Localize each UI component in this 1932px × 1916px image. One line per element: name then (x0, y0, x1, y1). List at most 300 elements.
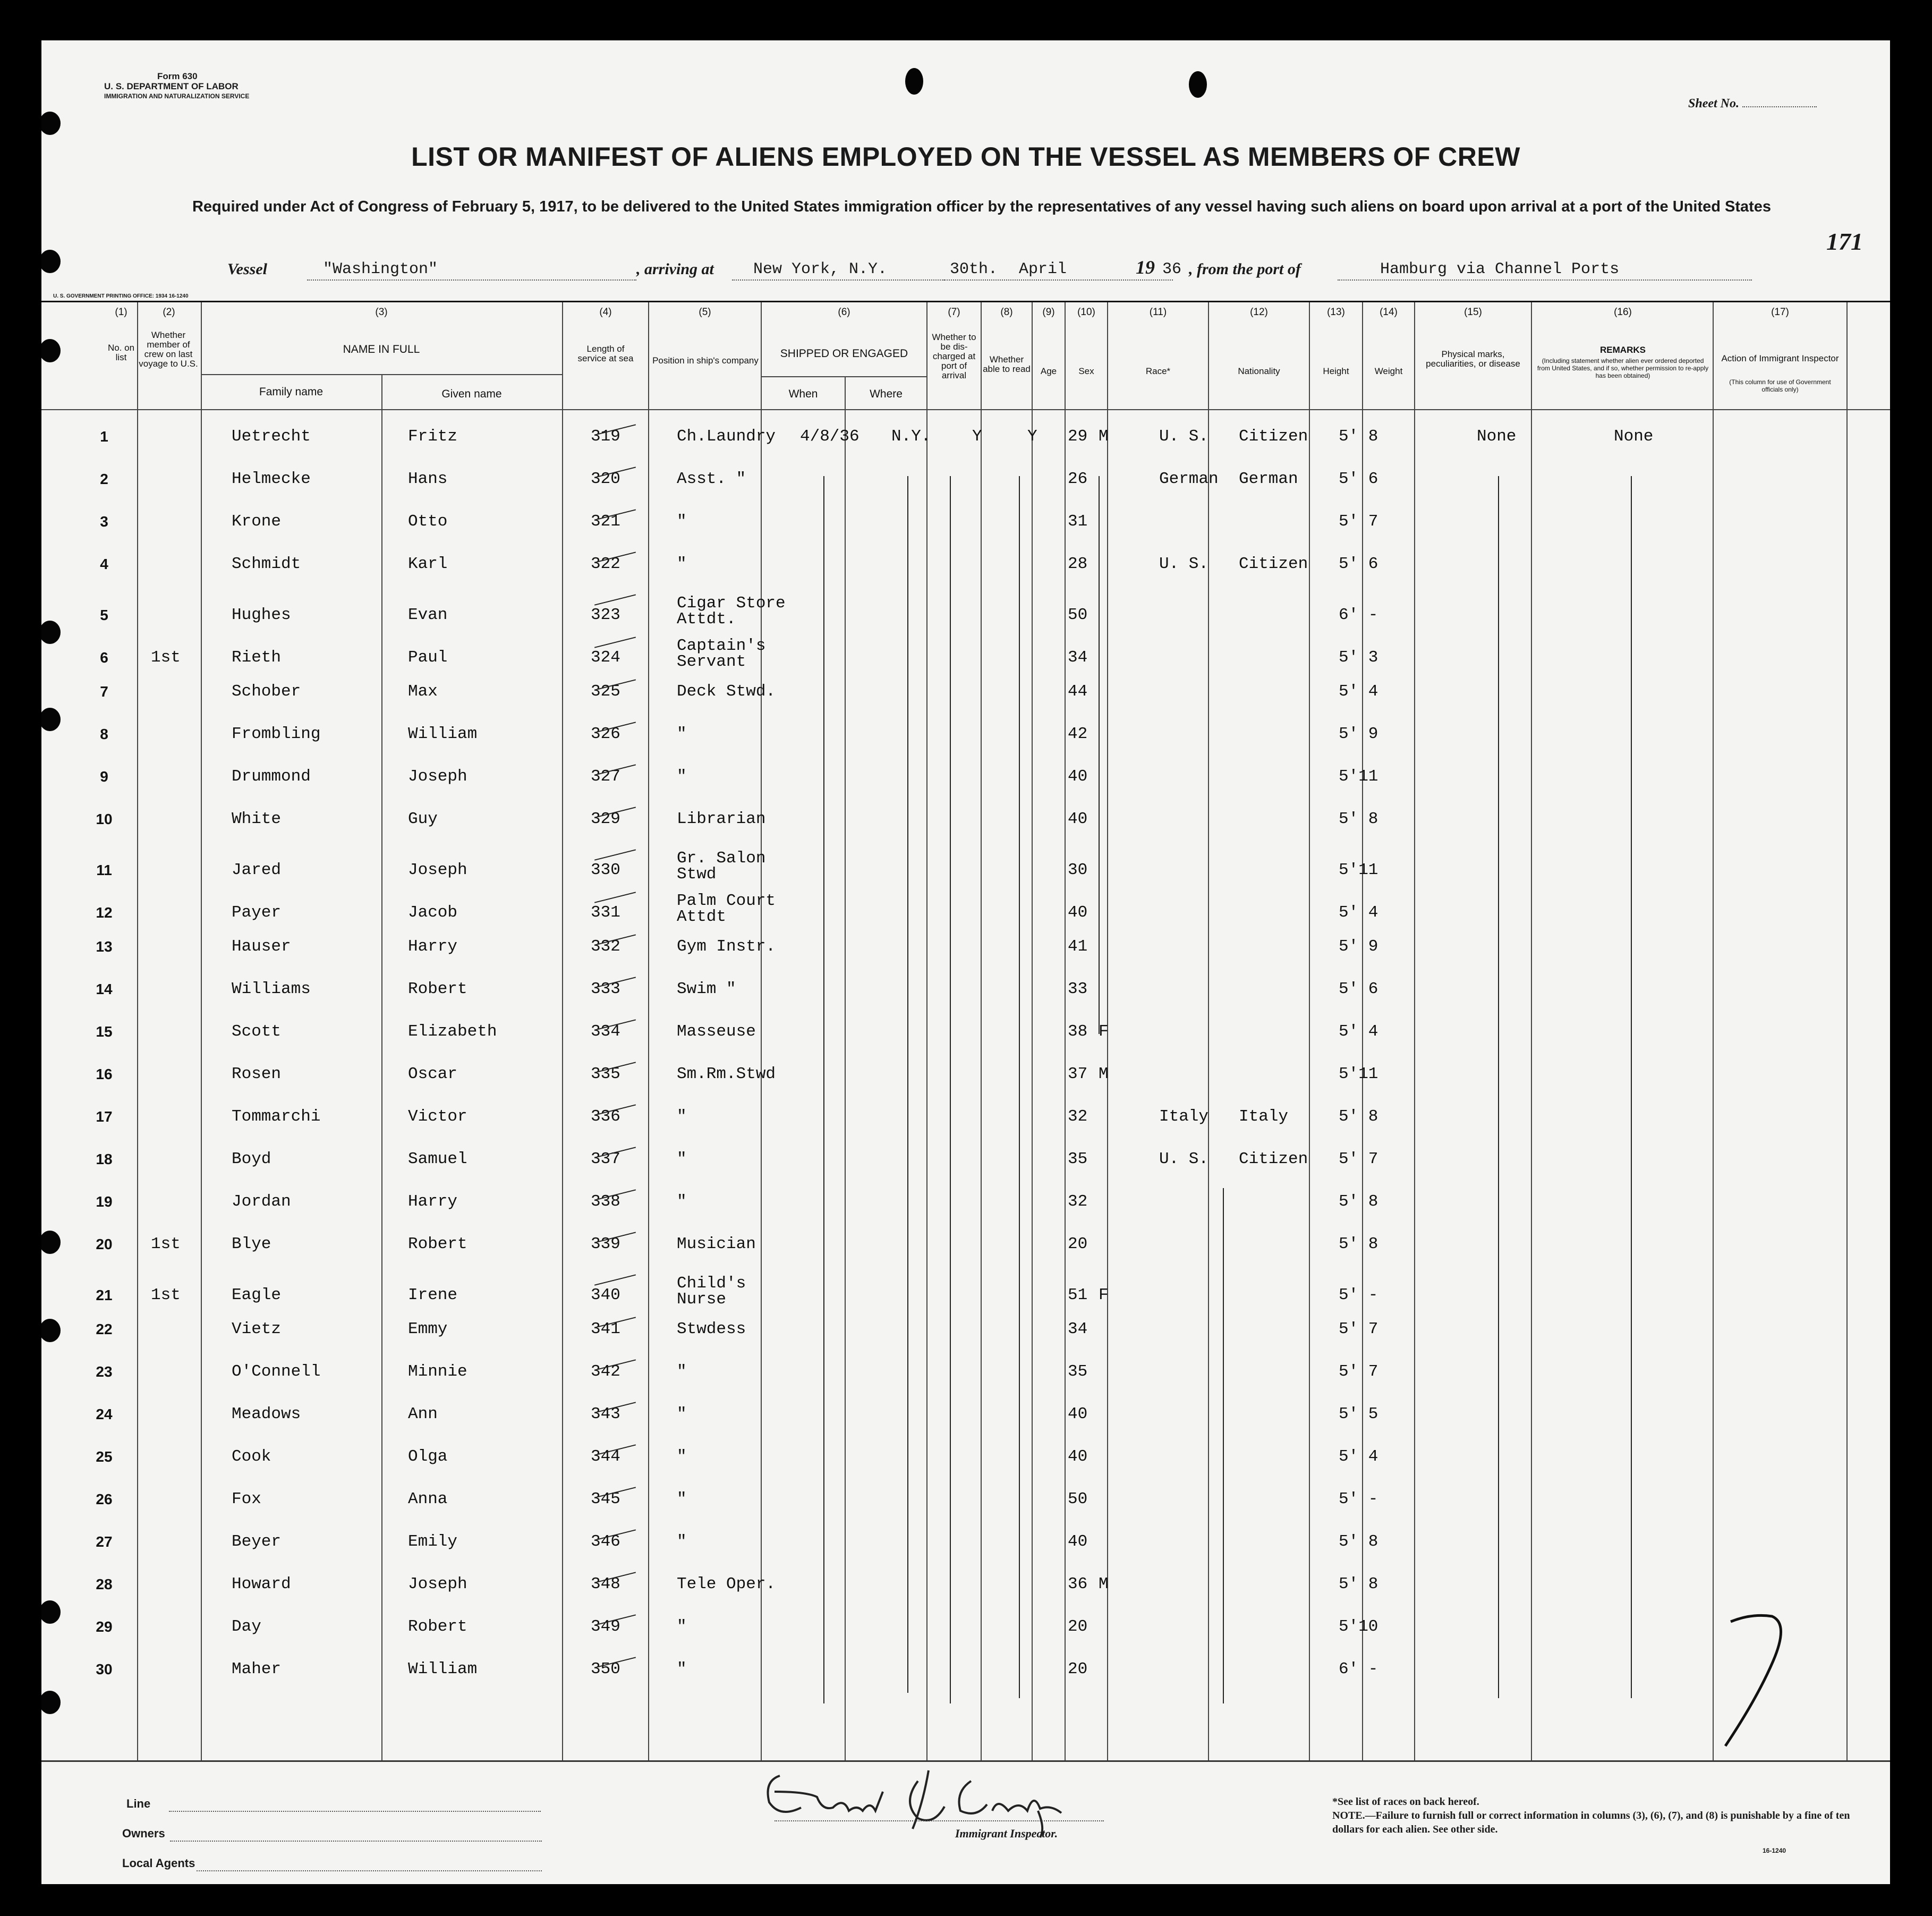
row-number: 10 (96, 811, 113, 827)
col-3-number: (3) (375, 307, 388, 318)
col-16-header: REMARKS (1600, 345, 1646, 355)
height: 5'11 (1339, 1065, 1378, 1083)
col-15-number: (15) (1464, 307, 1482, 318)
vessel-name: "Washington" (323, 260, 438, 278)
column-rule (926, 302, 927, 1760)
penalty-note: NOTE.—Failure to furnish full or correct information in columns (3), (6), (7), and (8) is punishable by a fine of ten dollars for each alien. See other side. (1332, 1810, 1850, 1835)
column-rule (1414, 302, 1415, 1760)
given-name: Emmy (408, 1320, 448, 1338)
race: German (1159, 470, 1219, 488)
row-number: 9 (100, 768, 108, 785)
tick-mark (594, 594, 636, 605)
col-6-number: (6) (838, 307, 850, 318)
length-of-service: 345 (591, 1490, 620, 1508)
col-10-number: (10) (1077, 307, 1095, 318)
punch-hole (41, 339, 61, 362)
position: Deck Stwd. (677, 682, 776, 701)
family-name: Schober (232, 682, 301, 701)
age: 30 (1068, 861, 1088, 879)
position: Cigar Store (677, 594, 786, 613)
length-of-service: 341 (591, 1320, 620, 1338)
given-name: Elizabeth (408, 1022, 497, 1041)
height: 5' - (1339, 1286, 1378, 1304)
column-rule (1713, 302, 1714, 1760)
column-rule (845, 377, 846, 1760)
row-number: 8 (100, 726, 108, 742)
given-name: Emily (408, 1532, 458, 1551)
col-8-number: (8) (1000, 307, 1013, 318)
col-3-header: NAME IN FULL (343, 343, 420, 355)
family-name: Boyd (232, 1150, 271, 1168)
length-of-service: 338 (591, 1192, 620, 1211)
able-to-read: Y (1027, 427, 1037, 446)
sex: F (1099, 1286, 1109, 1304)
tick-mark (594, 892, 636, 903)
sex: M (1099, 1065, 1109, 1083)
punch-hole (41, 708, 61, 731)
family-name: Drummond (232, 767, 311, 786)
age: 31 (1068, 512, 1088, 531)
height: 5'11 (1339, 861, 1378, 879)
age: 34 (1068, 648, 1088, 667)
row-number: 23 (96, 1363, 113, 1380)
family-name: Blye (232, 1235, 271, 1253)
length-of-service: 333 (591, 980, 620, 998)
sex: F (1099, 1022, 1109, 1041)
col-2-header: Whether member of crew on last voyage to U.S. (139, 330, 198, 369)
race: U. S. (1159, 555, 1209, 573)
col-2-number: (2) (163, 307, 175, 318)
given-name-header: Given name (441, 388, 502, 400)
column-rule (201, 302, 202, 1760)
vessel-line (41, 249, 1890, 281)
position: " (677, 725, 687, 743)
row-number: 19 (96, 1193, 113, 1210)
vessel-label: Vessel (227, 260, 267, 278)
column-rule (1208, 302, 1209, 1760)
family-name: Beyer (232, 1532, 282, 1551)
punch-hole (41, 1691, 61, 1714)
row-number: 21 (96, 1287, 113, 1303)
row-number: 16 (96, 1066, 113, 1082)
given-name: Jacob (408, 903, 458, 922)
given-name: Joseph (408, 1575, 467, 1593)
family-name: Rieth (232, 648, 282, 667)
from-port-label: , from the port of (1189, 260, 1301, 278)
height: 5'11 (1339, 767, 1378, 786)
age: 37 (1068, 1065, 1088, 1083)
length-of-service: 348 (591, 1575, 620, 1593)
height: 5'10 (1339, 1617, 1378, 1636)
height: 5' 6 (1339, 555, 1378, 573)
height: 5' 9 (1339, 937, 1378, 956)
nationality: Italy (1239, 1107, 1289, 1126)
column-rule (981, 302, 982, 1760)
inspector-title: Immigrant Inspector. (955, 1827, 1058, 1840)
col-17-subheader: (This column for use of Government officials only) (1729, 378, 1831, 393)
given-name: Evan (408, 606, 448, 624)
age: 20 (1068, 1617, 1088, 1636)
age: 40 (1068, 903, 1088, 922)
position: Palm Court (677, 892, 776, 910)
form-code: 16-1240 (1763, 1847, 1786, 1854)
page-subtitle: Required under Act of Congress of February 5, 1917, to be delivered to the United States immigration officer by the representatives of any vessel having such aliens on board upon arrival at a port of the United States (192, 198, 1772, 215)
column-rule (1531, 302, 1532, 1760)
ditto-line (1099, 476, 1100, 1034)
row-number: 2 (100, 471, 108, 487)
age: 40 (1068, 1532, 1088, 1551)
col-4-header: Length of service at sea (577, 344, 634, 363)
position: Masseuse (677, 1022, 756, 1041)
service-name: IMMIGRATION AND NATURALIZATION SERVICE (104, 92, 250, 100)
name-subrule (201, 374, 562, 375)
height: 5' 7 (1339, 1320, 1378, 1338)
length-of-service: 329 (591, 810, 620, 828)
arrival-port: New York, N.Y. (753, 260, 888, 278)
family-name: Hughes (232, 606, 291, 624)
age: 29 (1068, 427, 1088, 446)
age: 40 (1068, 767, 1088, 786)
given-name: William (408, 725, 478, 743)
race: U. S. (1159, 1150, 1209, 1168)
line-label: Line (126, 1797, 151, 1810)
col-17-number: (17) (1771, 307, 1789, 318)
from-port: Hamburg via Channel Ports (1380, 260, 1620, 278)
page-number: 171 (1826, 228, 1863, 255)
row-number: 7 (100, 683, 108, 700)
col-16-subheader: (Including statement whether alien ever ordered deported from United States, and if so, whether permission to re-apply has been obtained) (1537, 357, 1709, 379)
ditto-line (823, 476, 824, 1703)
printer-imprint: U. S. GOVERNMENT PRINTING OFFICE: 1934 16-1240 (53, 293, 189, 299)
col-12-number: (12) (1250, 307, 1268, 318)
position: " (677, 1660, 687, 1678)
height: 5' 5 (1339, 1405, 1378, 1423)
family-name: Payer (232, 903, 282, 922)
shipped-subrule (762, 376, 926, 377)
where-header: Where (870, 388, 903, 400)
family-name: White (232, 810, 282, 828)
row-number: 14 (96, 981, 113, 997)
height: 6' - (1339, 606, 1378, 624)
col-13-header: Height (1323, 366, 1349, 376)
given-name: Paul (408, 648, 448, 667)
age: 41 (1068, 937, 1088, 956)
given-name: Anna (408, 1490, 448, 1508)
given-name: Samuel (408, 1150, 467, 1168)
length-of-service: 332 (591, 937, 620, 956)
length-of-service: 349 (591, 1617, 620, 1636)
column-rule (1309, 302, 1310, 1760)
given-name: Guy (408, 810, 438, 828)
punch-hole (905, 68, 923, 95)
check-mark-icon (1715, 1603, 1832, 1762)
col-14-header: Weight (1374, 366, 1403, 376)
col-13-number: (13) (1327, 307, 1345, 318)
family-name: Cook (232, 1447, 271, 1466)
family-name: Jared (232, 861, 282, 879)
length-of-service: 343 (591, 1405, 620, 1423)
col-9-number: (9) (1042, 307, 1055, 318)
column-rule (1032, 302, 1033, 1760)
position: " (677, 1447, 687, 1466)
row-number: 24 (96, 1406, 113, 1422)
col-1-header: No. on list (107, 343, 135, 362)
col-11-number: (11) (1149, 307, 1167, 318)
column-rule (1065, 302, 1066, 1760)
nationality: Citizen (1239, 555, 1308, 573)
length-of-service: 334 (591, 1022, 620, 1041)
given-name: Irene (408, 1286, 458, 1304)
family-name: Scott (232, 1022, 282, 1041)
department: U. S. DEPARTMENT OF LABOR (104, 81, 239, 91)
col-4-number: (4) (599, 307, 612, 318)
age: 40 (1068, 810, 1088, 828)
position: Ch.Laundry (677, 427, 776, 446)
given-name: Otto (408, 512, 448, 531)
shipped-when: 4/8/36 (800, 427, 859, 446)
line-field (126, 1797, 150, 1811)
local-agents-field (122, 1856, 195, 1870)
age: 35 (1068, 1150, 1088, 1168)
height: 5' 7 (1339, 512, 1378, 531)
position: " (677, 1532, 687, 1551)
row-number: 13 (96, 938, 113, 955)
previous-voyage: 1st (151, 1235, 181, 1253)
row-number: 11 (96, 862, 112, 878)
row-number: 26 (96, 1491, 113, 1507)
column-rule (562, 302, 563, 1760)
ditto-line (1019, 476, 1020, 1698)
row-number: 30 (96, 1661, 113, 1677)
col-7-number: (7) (948, 307, 960, 318)
previous-voyage: 1st (151, 648, 181, 667)
height: 5' 8 (1339, 1235, 1378, 1253)
length-of-service: 336 (591, 1107, 620, 1126)
arriving-label: , arriving at (636, 260, 714, 278)
position: " (677, 555, 687, 573)
age: 44 (1068, 682, 1088, 701)
col-5-number: (5) (699, 307, 711, 318)
manifest-page (41, 40, 1890, 1884)
position: Asst. " (677, 470, 746, 488)
position: " (677, 1150, 687, 1168)
age: 38 (1068, 1022, 1088, 1041)
position: Swim " (677, 980, 736, 998)
length-of-service: 322 (591, 555, 620, 573)
owners-field (122, 1827, 165, 1841)
row-number: 18 (96, 1151, 113, 1167)
height: 5' 4 (1339, 1447, 1378, 1466)
col-8-header: Whether able to read (983, 354, 1031, 374)
given-name: Karl (408, 555, 448, 573)
arrival-year: 36 (1162, 260, 1182, 278)
row-number: 5 (100, 607, 108, 623)
form-number: Form 630 (157, 71, 198, 81)
family-name: Jordan (232, 1192, 291, 1211)
owners-label: Owners (122, 1827, 165, 1840)
nationality: Citizen (1239, 427, 1308, 446)
height: 5' 4 (1339, 1022, 1378, 1041)
family-name: Frombling (232, 725, 321, 743)
position: " (677, 1617, 687, 1636)
col-14-number: (14) (1380, 307, 1398, 318)
age: 36 (1068, 1575, 1088, 1593)
length-of-service: 344 (591, 1447, 620, 1466)
punch-hole (41, 621, 61, 644)
length-of-service: 350 (591, 1660, 620, 1678)
height: 5' 7 (1339, 1150, 1378, 1168)
col-15-header: Physical marks, peculiarities, or disease (1426, 349, 1520, 369)
ditto-line (950, 476, 951, 1703)
age: 40 (1068, 1405, 1088, 1423)
age: 50 (1068, 606, 1088, 624)
row-number: 29 (96, 1618, 113, 1635)
family-name: Day (232, 1617, 261, 1636)
col-12-header: Nationality (1238, 366, 1280, 376)
height: 5' 8 (1339, 1192, 1378, 1211)
height: 5' 4 (1339, 903, 1378, 922)
given-name: Robert (408, 1235, 467, 1253)
row-number: 3 (100, 513, 108, 530)
age: 33 (1068, 980, 1088, 998)
punch-hole (41, 1600, 61, 1624)
height: 5' 8 (1339, 810, 1378, 828)
position: " (677, 1192, 687, 1211)
given-name: Robert (408, 1617, 467, 1636)
given-name: Robert (408, 980, 467, 998)
family-name: Schmidt (232, 555, 301, 573)
punch-hole (1189, 71, 1207, 98)
row-number: 27 (96, 1533, 113, 1550)
height: 5' 9 (1339, 725, 1378, 743)
col-16-number: (16) (1614, 307, 1632, 318)
family-name-header: Family name (259, 386, 324, 398)
position: " (677, 1107, 687, 1126)
given-name: Fritz (408, 427, 458, 446)
given-name: Oscar (408, 1065, 458, 1083)
punch-hole (41, 1231, 61, 1254)
age: 20 (1068, 1235, 1088, 1253)
given-name: Victor (408, 1107, 467, 1126)
col-1-number: (1) (115, 307, 127, 318)
column-rule (1846, 302, 1848, 1760)
height: 5' 7 (1339, 1362, 1378, 1381)
col-5-header: Position in ship's company (652, 355, 759, 366)
position-line-2: Attdt. (677, 610, 736, 629)
signature-line (774, 1820, 1104, 1821)
length-of-service: 327 (591, 767, 620, 786)
col-9-header: Age (1040, 366, 1057, 376)
row-number: 6 (100, 649, 108, 666)
column-rule (761, 302, 762, 1760)
height: 5' 8 (1339, 427, 1378, 446)
position: " (677, 1490, 687, 1508)
race-note: *See list of races on back hereof. (1332, 1796, 1479, 1808)
sex: M (1099, 1575, 1109, 1593)
height: 5' - (1339, 1490, 1378, 1508)
position: " (677, 767, 687, 786)
row-number: 22 (96, 1321, 113, 1337)
column-rule (137, 302, 138, 1760)
position: Librarian (677, 810, 766, 828)
tick-mark (594, 849, 636, 860)
shipped-where: N.Y. (891, 427, 931, 446)
height: 5' 4 (1339, 682, 1378, 701)
length-of-service: 331 (591, 903, 620, 922)
position: Sm.Rm.Stwd (677, 1065, 776, 1083)
length-of-service: 319 (591, 427, 620, 446)
length-of-service: 330 (591, 861, 620, 879)
sheet-number (1688, 97, 1817, 111)
height: 6' - (1339, 1660, 1378, 1678)
family-name: O'Connell (232, 1362, 321, 1381)
age: 40 (1068, 1447, 1088, 1466)
page-title: LIST OR MANIFEST OF ALIENS EMPLOYED ON THE VESSEL AS MEMBERS OF CREW (411, 142, 1520, 172)
length-of-service: 320 (591, 470, 620, 488)
nationality: German (1239, 470, 1298, 488)
position-line-2: Stwd (677, 865, 717, 884)
age: 28 (1068, 555, 1088, 573)
arrival-month: April (1019, 260, 1067, 278)
age: 50 (1068, 1490, 1088, 1508)
length-of-service: 335 (591, 1065, 620, 1083)
height: 5' 6 (1339, 980, 1378, 998)
col-10-header: Sex (1078, 366, 1094, 376)
position: Musician (677, 1235, 756, 1253)
footer-note (1332, 1795, 1863, 1836)
family-name: Howard (232, 1575, 291, 1593)
col-7-header: Whether to be dis-charged at port of arrival (932, 332, 976, 380)
length-of-service: 323 (591, 606, 620, 624)
punch-hole (41, 112, 61, 135)
position: " (677, 512, 687, 531)
row-number: 28 (96, 1576, 113, 1592)
local-agents-label: Local Agents (122, 1856, 195, 1870)
row-number: 1 (100, 428, 108, 445)
family-name: Krone (232, 512, 282, 531)
height: 5' 8 (1339, 1107, 1378, 1126)
given-name: Harry (408, 1192, 458, 1211)
length-of-service: 325 (591, 682, 620, 701)
when-header: When (788, 388, 818, 400)
header-bottom-rule (41, 409, 1890, 410)
given-name: Harry (408, 937, 458, 956)
position: Gym Instr. (677, 937, 776, 956)
family-name: Maher (232, 1660, 282, 1678)
race: Italy (1159, 1107, 1209, 1126)
position-line-2: Attdt (677, 908, 727, 926)
position: Captain's (677, 637, 766, 655)
family-name: Helmecke (232, 470, 311, 488)
position: Stwdess (677, 1320, 746, 1338)
row-number: 4 (100, 556, 108, 572)
length-of-service: 340 (591, 1286, 620, 1304)
length-of-service: 337 (591, 1150, 620, 1168)
age: 32 (1068, 1192, 1088, 1211)
position-line-2: Nurse (677, 1290, 727, 1309)
given-name: Ann (408, 1405, 438, 1423)
height: 5' 6 (1339, 470, 1378, 488)
punch-hole (41, 1319, 61, 1342)
age: 26 (1068, 470, 1088, 488)
given-name: Joseph (408, 767, 467, 786)
family-name: Vietz (232, 1320, 282, 1338)
length-of-service: 346 (591, 1532, 620, 1551)
height: 5' 8 (1339, 1532, 1378, 1551)
tick-mark (594, 637, 636, 648)
given-name: Olga (408, 1447, 448, 1466)
ditto-line (1631, 476, 1632, 1698)
